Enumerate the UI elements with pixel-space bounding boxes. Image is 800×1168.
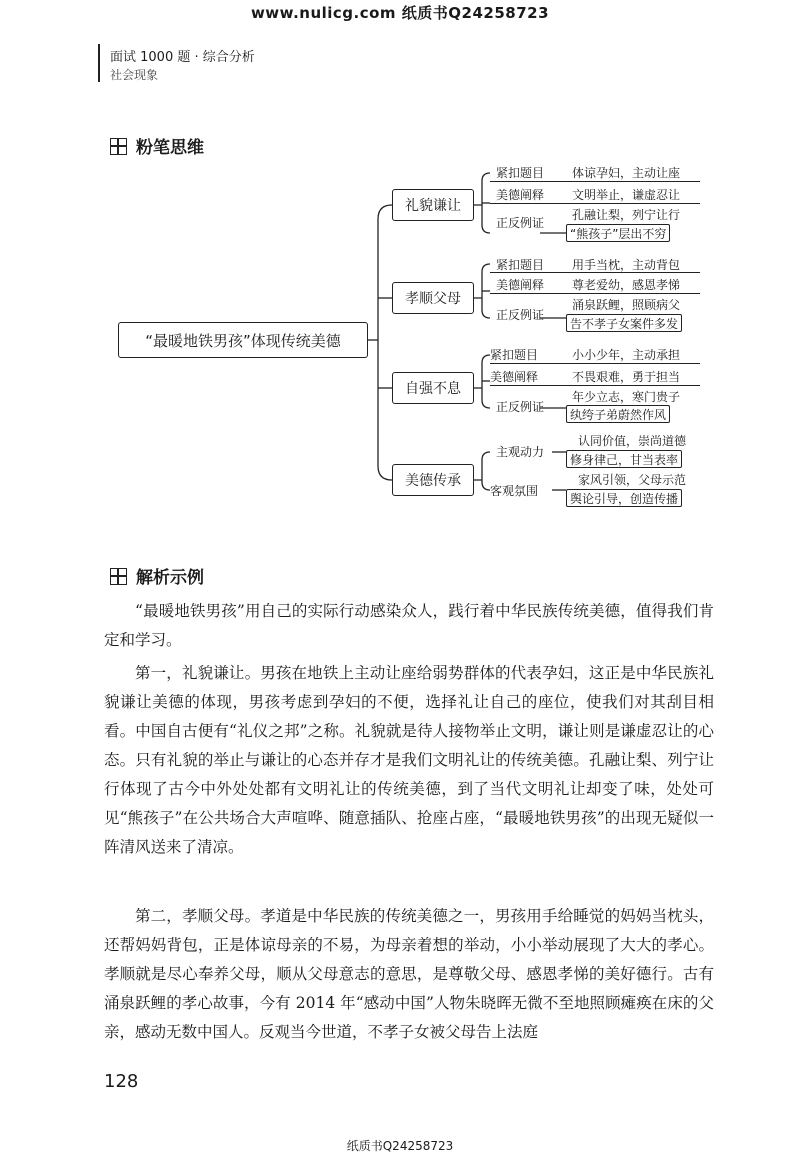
- divider: [490, 293, 700, 294]
- branch-node-self-improvement: 自强不息: [392, 372, 474, 404]
- leaf-text: 涌泉跃鲤，照顾病父: [572, 298, 681, 312]
- leaf-text: 文明举止，谦虚忍让: [572, 188, 681, 202]
- paragraph-second-point: 第二，孝顺父母。孝道是中华民族的传统美德之一，男孩用手给睡觉的妈妈当枕头，还帮妈妈背包，正是体谅母亲的不易，为母亲着想的举动，小小举动展现了大大的孝心。孝顺就是尽心奉养父母，顺从父母意志的意思，是尊敬父母、感恩孝悌的美好德行。古有涌泉跃鲤的孝心故事，今有 2014 年“感动中国”人物朱晓晖无微不至地照顾瘫痪在床的父亲，感动无数中国人。反观当今世道，不孝子女被父母告上法庭: [104, 907, 714, 1041]
- mindmap-root-node: “最暖地铁男孩”体现传统美德: [118, 322, 368, 358]
- divider: [490, 181, 700, 182]
- divider: [490, 363, 700, 364]
- leaf-text: 体谅孕妇，主动让座: [572, 166, 681, 180]
- subnode-label: 主观动力: [496, 445, 545, 459]
- running-header-title: 面试 1000 题 · 综合分析: [110, 50, 255, 65]
- subnode-label: 客观氛围: [490, 484, 539, 498]
- mindmap-section-title: 粉笔思维: [136, 138, 204, 158]
- divider: [490, 272, 700, 273]
- subnode-label: 紧扣题目: [496, 258, 545, 272]
- leaf-text: 认同价值，崇尚道德: [578, 434, 687, 448]
- running-header-subtitle: 社会现象: [110, 68, 159, 82]
- divider: [490, 385, 700, 386]
- subnode-label: 正反例证: [496, 216, 545, 230]
- leaf-text-boxed: 纨绔子弟蔚然作风: [566, 405, 670, 423]
- paragraph-first-point: 第一，礼貌谦让。男孩在地铁上主动让座给弱势群体的代表孕妇，这正是中华民族礼貌谦让美德的体现，男孩考虑到孕妇的不便，选择礼让自己的座位，使我们对其刮目相看。中国自古便有“礼仪之邦”之称。礼貌就是待人接物举止文明，谦让则是谦虚忍让的心态。只有礼貌的举止与谦让的心态并存才是我们文明礼让的传统美德。孔融让梨、列宁让行体现了古今中外处处都有文明礼让的传统美德，到了当代文明礼让却变了味，处处可见“熊孩子”在公共场合大声喧哗、随意插队、抢座占座，“最暖地铁男孩”的出现无疑似一阵清风送来了清凉。: [104, 664, 714, 856]
- leaf-text-boxed: 修身律己，甘当表率: [566, 450, 682, 468]
- page-number: 128: [104, 1071, 139, 1092]
- leaf-text-boxed: “熊孩子”层出不穷: [566, 224, 670, 242]
- leaf-text: 家风引领，父母示范: [578, 473, 687, 487]
- subnode-label: 紧扣题目: [490, 348, 539, 362]
- leaf-text-boxed: 告不孝子女案件多发: [566, 314, 682, 332]
- leaf-text: 不畏艰难，勇于担当: [572, 370, 681, 384]
- branch-node-virtue-inheritance: 美德传承: [392, 464, 474, 496]
- leaf-text: 尊老爱幼，感恩孝悌: [572, 278, 681, 292]
- leaf-text: 小小少年，主动承担: [572, 348, 681, 362]
- footer-text: 纸质书Q24258723: [346, 1139, 454, 1153]
- subnode-label: 正反例证: [496, 400, 545, 414]
- divider: [490, 203, 700, 204]
- leaf-text: 孔融让梨，列宁让行: [572, 208, 681, 222]
- leaf-text: 年少立志，寒门贵子: [572, 390, 681, 404]
- subnode-label: 美德阐释: [490, 370, 539, 384]
- analysis-section-title: 解析示例: [136, 568, 204, 588]
- leaf-text-boxed: 舆论引导，创造传播: [566, 489, 682, 507]
- branch-node-politeness: 礼貌谦让: [392, 189, 474, 221]
- top-banner: www.nulicg.com 纸质书Q24258723: [250, 4, 550, 22]
- subnode-label: 正反例证: [496, 308, 545, 322]
- branch-node-filial-piety: 孝顺父母: [392, 282, 474, 314]
- subnode-label: 美德阐释: [496, 278, 545, 292]
- section-grid-icon: [110, 568, 127, 585]
- subnode-label: 美德阐释: [496, 188, 545, 202]
- paragraph-intro: “最暖地铁男孩”用自己的实际行动感染众人，践行着中华民族传统美德，值得我们肯定和学习。: [104, 602, 714, 649]
- leaf-text: 用手当枕，主动背包: [572, 258, 681, 272]
- subnode-label: 紧扣题目: [496, 166, 545, 180]
